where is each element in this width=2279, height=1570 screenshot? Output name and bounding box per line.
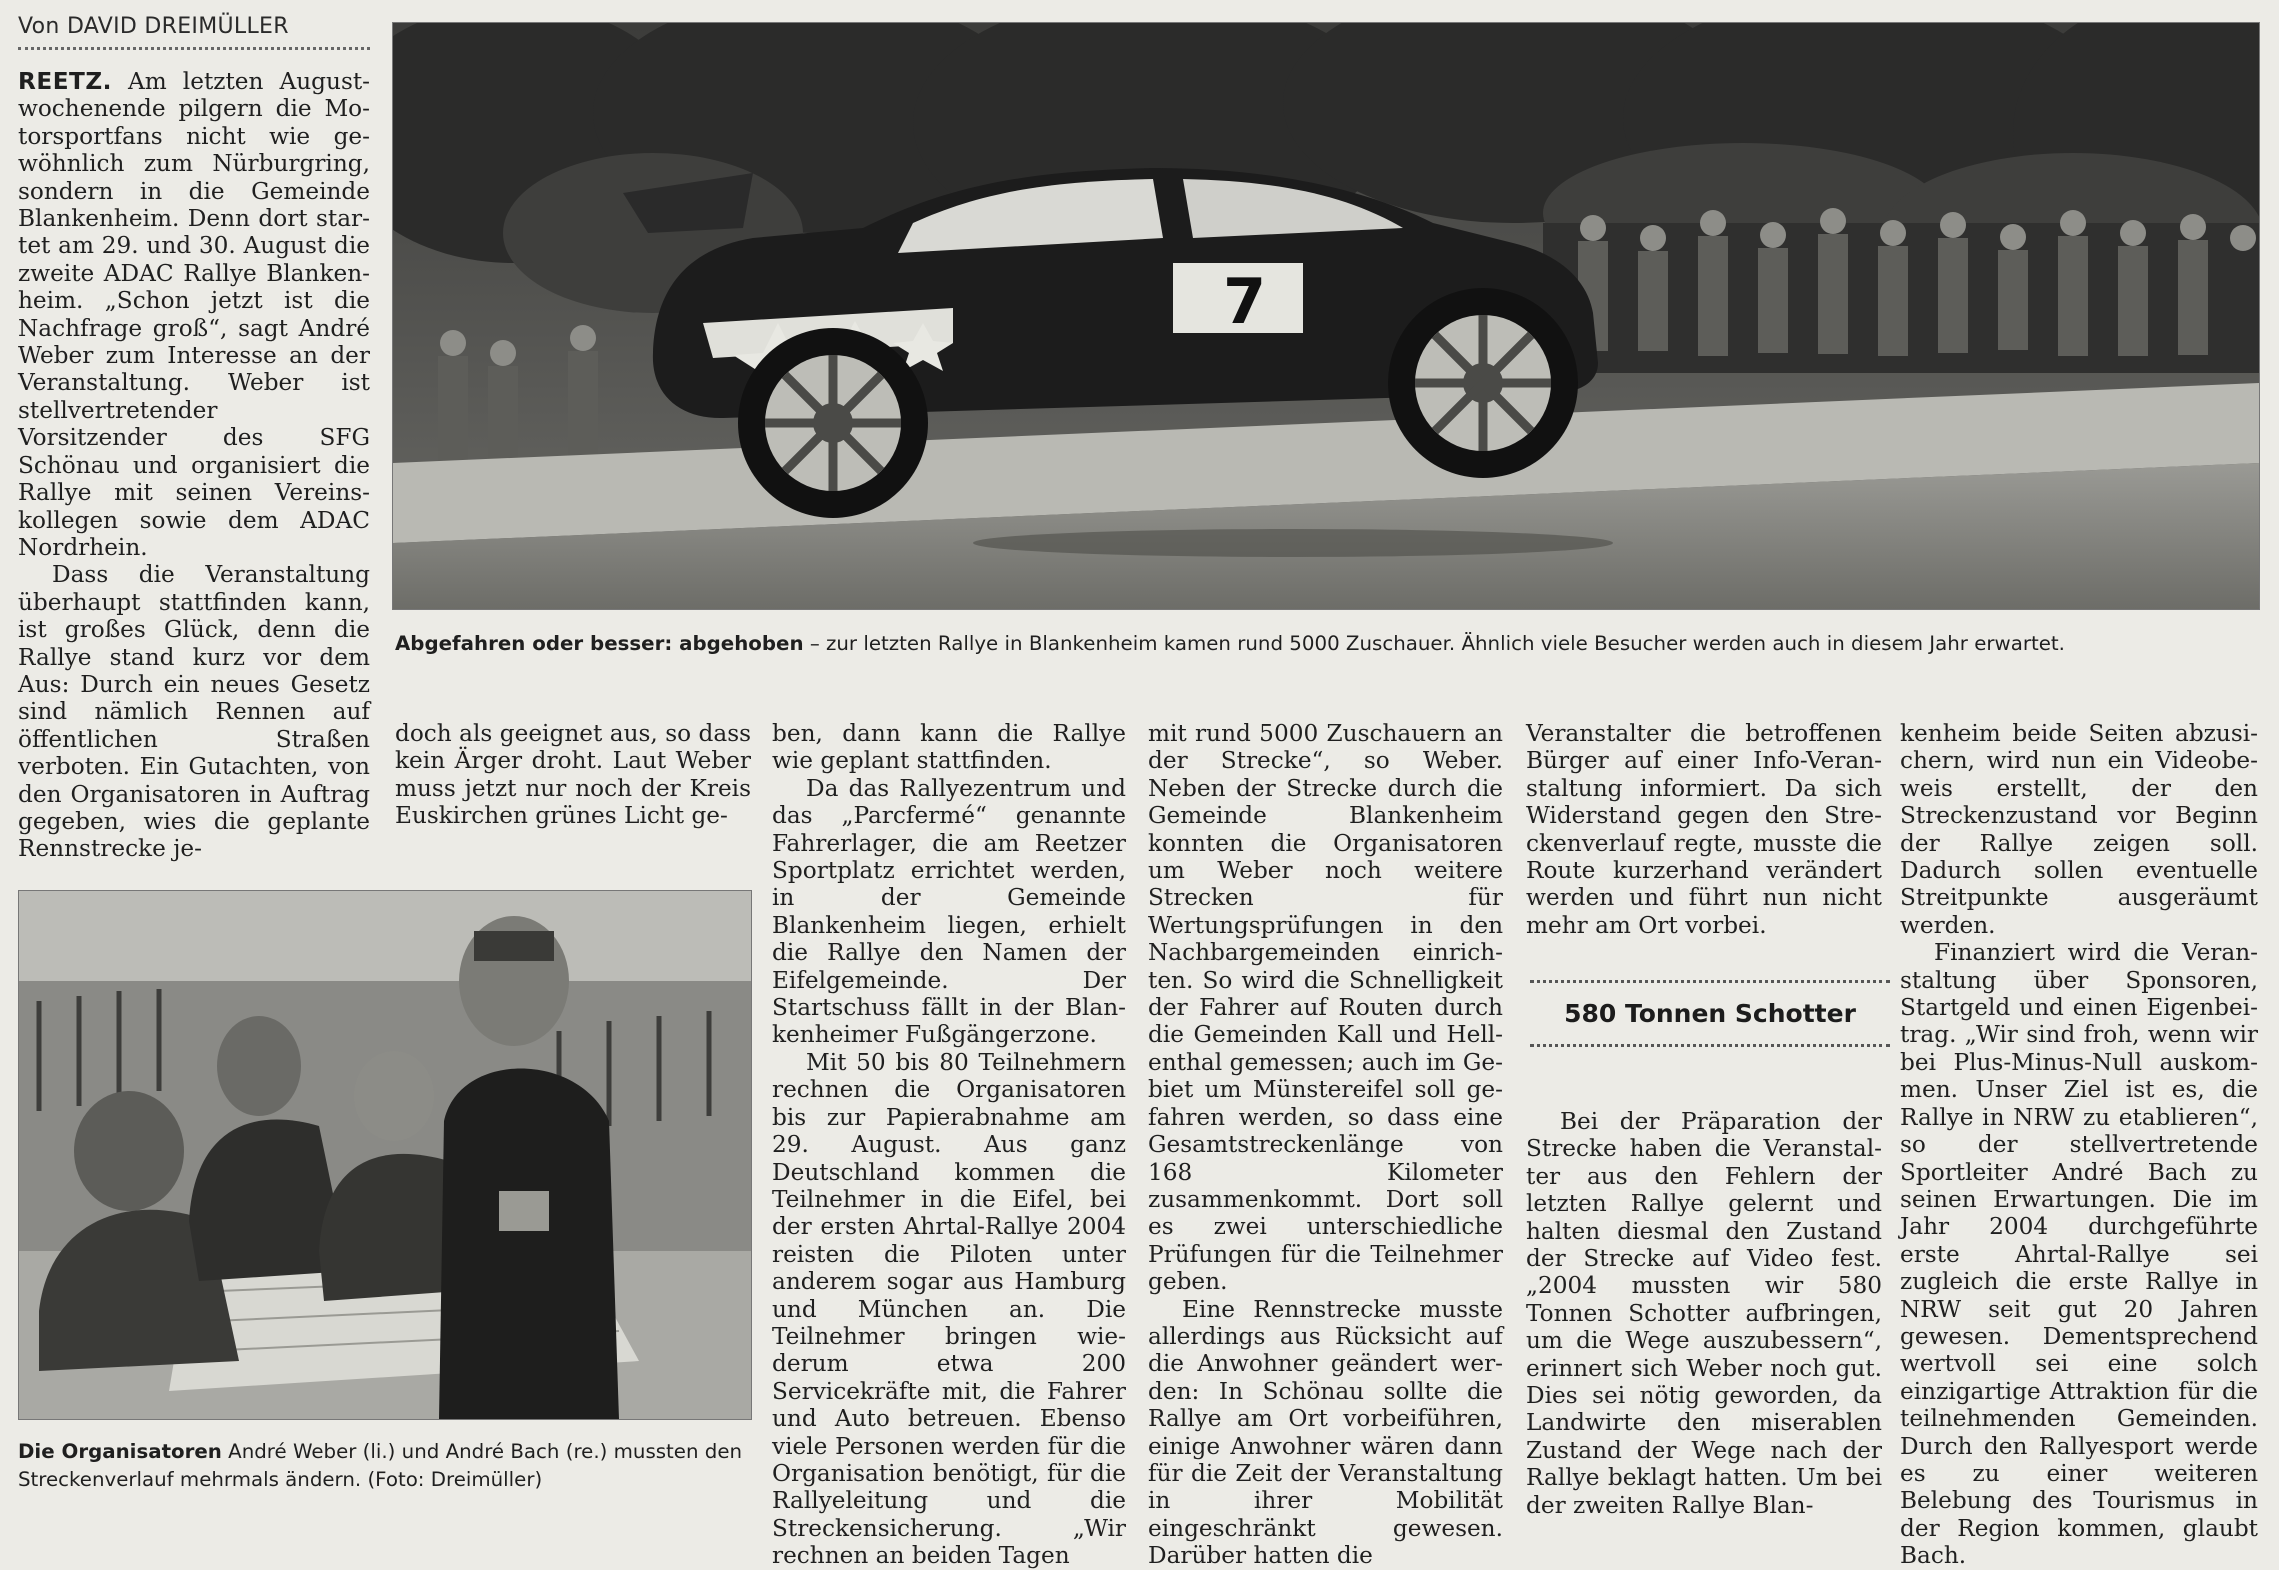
paragraph: mit rund 5000 Zuschauern an der Strecke“, so Weber. Neben der Strecke durch die Gemeinde Blankenheim konnten die Organisatoren um Weber noch weitere Strecken für Wertungsprüfungen in den Nachbargemeinden einrichten. So wird die Schnelligkeit der Fahrer auf Routen durch die Gemeinden Kall und Hellenthal gemessen; auch im Gebiet um Münstereifel soll gefahren werden, so dass eine Gesamtstreckenlänge von 168 Kilometer zusammenkommt. Dort soll es zwei unterschiedliche Prüfungen für die Teilnehmer geben. — [1148, 720, 1503, 1296]
article-column-5-continued — [1526, 1108, 1882, 1519]
byline: Von DAVID DREIMÜLLER — [18, 14, 370, 50]
paragraph: kenheim beide Seiten abzusichern, wird nun ein Videobeweis erstellt, der den Streckenzustand vor Beginn der Rallye zeigen soll. Dadurch sollen eventuelle Streitpunkte ausgeräumt werden. — [1900, 720, 2258, 939]
dateline: REETZ. — [18, 68, 112, 95]
paragraph: Veranstalter die betroffenen Bürger auf einer Info-Veranstaltung informiert. Da sich Widerstand gegen den Streckenverlauf regte, musste die Route kurzerhand verändert werden und führt nun nicht mehr am Ort vorbei. — [1526, 720, 1882, 939]
caption-text: – zur letzten Rallye in Blankenheim kamen rund 5000 Zuschauer. Ähnlich viele Besucher werden auch in diesem Jahr erwartet. — [803, 632, 2065, 655]
car-number: 7 — [1223, 265, 1267, 338]
paragraph: doch als geeignet aus, so dass kein Ärger droht. Laut Weber muss jetzt nur noch der Kreis Euskirchen grünes Licht ge- — [395, 720, 751, 830]
paragraph: Bei der Präparation der Strecke haben die Veranstalter aus den Fehlern der letzten Rallye gelernt und halten diesmal den Zustand der Strecke auf Video fest. „2004 mussten wir 580 Tonnen Schotter aufbringen, um die Wege auszubessern“, erinnert sich Weber noch gut. Dies sei nötig geworden, da Landwirte den miserablen Zustand der Wege nach der Rallye beklagt hatten. Um bei der zweiten Rallye Blan- — [1526, 1108, 1882, 1519]
paragraph: Eine Rennstrecke musste allerdings aus Rücksicht auf die Anwohner geändert werden: In Schönau sollte die Rallye am Ort vorbeiführen, einige Anwohner wären dann für die Zeit der Veranstaltung in ihrer Mobilität eingeschränkt gewesen. Darüber hatten die — [1148, 1295, 1503, 1570]
organizers-photo — [18, 890, 752, 1420]
article-column-1 — [18, 68, 370, 863]
subheading: 580 Tonnen Schotter — [1530, 980, 1890, 1047]
article-column-4 — [1148, 720, 1503, 1570]
article-column-5 — [1526, 720, 1882, 939]
article-column-3 — [772, 720, 1126, 1570]
caption-title: Abgefahren oder besser: abgehoben — [395, 632, 804, 655]
lead-text: Am letzten Augustwochenende pilgern die Motorsportfans nicht wie gewöhnlich zum Nürburgring, sondern in die Gemeinde Blankenheim. Denn dort startet am 29. und 30. August die zweite ADAC Rallye Blankenheim. „Schon jetzt ist die Nachfrage groß“, sagt André Weber zum Interesse an der Veranstaltung. Weber ist stellvertretender Vorsitzender des SFG Schönau und organisiert die Rallye mit seinen Vereinskollegen sowie dem ADAC Nordrhein. — [18, 68, 371, 561]
photo-caption-bottom — [18, 1438, 758, 1494]
paragraph: ben, dann kann die Rallye wie geplant stattfinden. — [772, 720, 1126, 775]
paragraph: Dass die Veranstaltung überhaupt stattfinden kann, ist großes Glück, denn die Rallye stand kurz vor dem Aus: Durch ein neues Gesetz sind nämlich Rennen auf öffentlichen Straßen verboten. Ein Gutachten, von den Organisatoren in Auftrag gegeben, wies die geplante Rennstrecke je- — [18, 561, 370, 863]
caption-text: André Weber (li.) und André Bach (re.) mussten den Streckenverlauf mehrmals ändern. (Foto: Dreimüller) — [18, 1440, 743, 1491]
photo-caption-top — [395, 630, 2265, 658]
caption-title: Die Organisatoren — [18, 1440, 222, 1463]
article-column-6 — [1900, 720, 2258, 1570]
paragraph: Da das Rallyezentrum und das „Parcfermé“ genannte Fahrerlager, die am Reetzer Sportplatz errichtet werden, in der Gemeinde Blankenheim liegen, erhielt die Rallye den Namen der Eifelgemeinde. Der Startschuss fällt in der Blankenheimer Fußgängerzone. — [772, 774, 1126, 1049]
rally-car-photo — [392, 22, 2260, 610]
article-column-2 — [395, 720, 751, 830]
paragraph: Finanziert wird die Veranstaltung über Sponsoren, Startgeld und einen Eigenbeitrag. „Wir sind froh, wenn wir bei Plus-Minus-Null auskommen. Unser Ziel ist es, die Rallye in NRW zu etablieren“, so der stellvertretende Sportleiter André Bach zu seinen Erwartungen. Die im Jahr 2004 durchgeführte erste Ahrtal-Rallye sei zugleich die erste Rallye in NRW seit gut 20 Jahren gewesen. Dementsprechend wertvoll sei eine solch einzigartige Attraktion für die teilnehmenden Gemeinden. Durch den Rallyesport werde es zu einer weiteren Belebung des Tourismus in der Region kommen, glaubt Bach. — [1900, 939, 2258, 1570]
lead-paragraph — [18, 68, 370, 561]
paragraph: Mit 50 bis 80 Teilnehmern rechnen die Organisatoren bis zur Papierabnahme am 29. August. Aus ganz Deutschland kommen die Teilnehmer in die Eifel, bei der ersten Ahrtal-Rallye 2004 reisten die Piloten unter anderem sogar aus Hamburg und München an. Die Teilnehmer bringen wiederum etwa 200 Servicekräfte mit, die Fahrer und Auto betreuen. Ebenso viele Personen werden für die Organisation benötigt, für die Rallyeleitung und die Streckensicherung. „Wir rechnen an beiden Tagen — [772, 1048, 1126, 1570]
